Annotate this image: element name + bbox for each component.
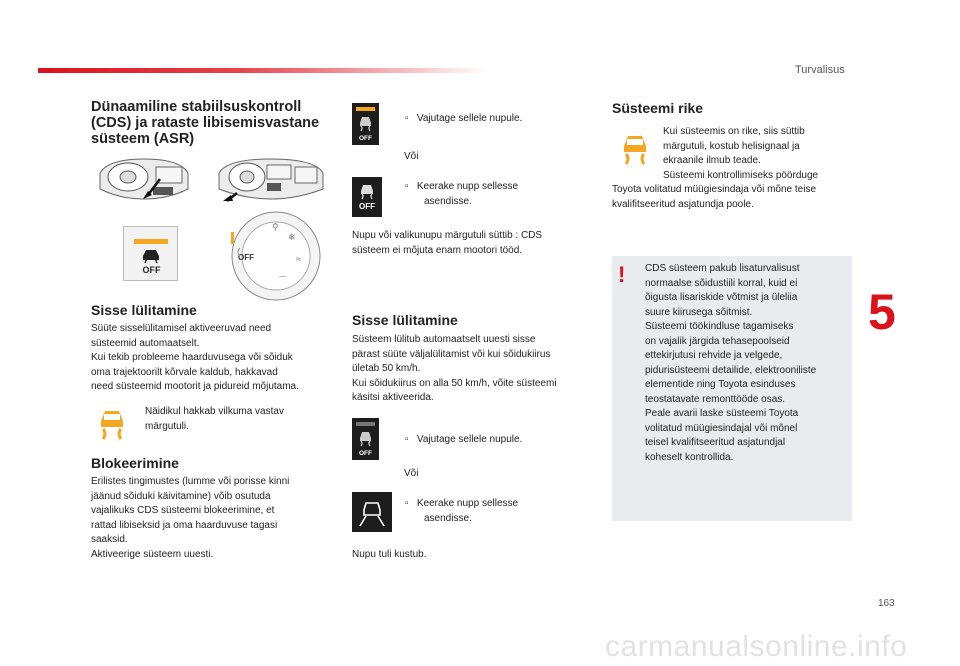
dashboard-illustration-right bbox=[217, 155, 325, 203]
step2-text: ▫ Keerake nupp sellesse asendisse. bbox=[405, 181, 519, 207]
step4-text: ▫ Keerake nupp sellesse asendisse. bbox=[405, 498, 519, 524]
cds-button-unlit bbox=[352, 418, 379, 460]
svg-text:OFF: OFF bbox=[238, 253, 254, 262]
step1-text: ▫ Vajutage sellele nupule. bbox=[405, 113, 523, 124]
svg-text:⌒: ⌒ bbox=[278, 276, 288, 286]
svg-text:OFF: OFF bbox=[359, 202, 375, 211]
fault-skid-icon bbox=[618, 130, 652, 166]
sisse-heading: Sisse lülitamine bbox=[91, 302, 197, 318]
or-label-2: Või bbox=[404, 468, 419, 479]
cds-button-lit-1 bbox=[352, 103, 379, 145]
sisse-paragraph-2: Süsteem lülitub automaatselt uuesti sisse pärast süüte väljalülitamist või kui sõidukiirus ületab 50 km/h. Kui sõidukiirus on alla 50 km/h, võite süsteemi käsitsi aktiveerida. bbox=[352, 334, 557, 403]
watermark: carmanualsonline.info bbox=[605, 630, 908, 663]
terrain-knob-illustration bbox=[226, 210, 322, 302]
svg-text:OFF: OFF bbox=[359, 450, 372, 457]
chapter-number: 5 bbox=[868, 284, 896, 340]
fault-heading: Süsteemi rike bbox=[612, 100, 704, 116]
off-label: OFF bbox=[142, 265, 161, 275]
knob-off-position-1 bbox=[352, 177, 382, 217]
page-title: Dünaamiline stabiilsuskontroll (CDS) ja rataste libisemisvastane süsteem (ASR) bbox=[91, 99, 320, 147]
indicator-note: Nupu või valikunupu märgutuli süttib : CDS süsteem ei mõjuta enam mootori tööd. bbox=[352, 230, 543, 256]
svg-text:OFF: OFF bbox=[359, 135, 372, 142]
header-accent-bar bbox=[38, 68, 488, 73]
button-indicator-light bbox=[134, 239, 168, 244]
svg-text:⚲: ⚲ bbox=[272, 222, 279, 232]
light-off-note: Nupu tuli kustub. bbox=[352, 549, 427, 560]
knob-road-position bbox=[352, 492, 392, 532]
sisse-heading-2: Sisse lülitamine bbox=[352, 312, 458, 328]
page-number: 163 bbox=[878, 598, 895, 609]
svg-text:❄: ❄ bbox=[288, 232, 296, 242]
cds-off-button-illustration bbox=[123, 226, 178, 281]
warning-exclamation-icon: ! bbox=[618, 262, 626, 287]
warning-skid-icon bbox=[95, 405, 129, 441]
blink-note: Näidikul hakkab vilkuma vastav märgutuli. bbox=[145, 406, 284, 432]
section-name: Turvalisus bbox=[795, 64, 845, 76]
blokeerimine-paragraph: Erilistes tingimustes (lumme või porisse kinni jäänud sõiduki käivitamine) võib osutuda vajalikuks CDS süsteemi blokeerimine, et rattad libiseksid ja oma haarduvuse tagasi saaksid. Aktiveerige süsteem uuesti. bbox=[91, 476, 290, 560]
warning-paragraph: CDS süsteem pakub lisaturvalisust normaalse sõidustiili korral, kuid ei õigusta lisariskide võtmist ja üleliia suure kiirusega sõitmist. Süsteemi töökindluse tagamiseks on vajalik järgida tehasepoolseid ettekirjutusi rehvide ja velgede, pidurisüsteemi detailide, elektrooniliste elementide ning Toyota esinduses teostatavate remonttööde osas. Peale avarii laske süsteemi Toyota volitatud müügiesindajal või mõnel teisel kvalifitseeritud asjatundjal koheselt kontrollida. bbox=[645, 263, 817, 463]
skid-car-icon bbox=[138, 247, 164, 265]
blokeerimine-heading: Blokeerimine bbox=[91, 455, 179, 471]
or-label-1: Või bbox=[404, 151, 419, 162]
svg-text:≈: ≈ bbox=[296, 254, 301, 264]
step3-text: ▫ Vajutage sellele nupule. bbox=[405, 434, 523, 445]
fault-paragraph-indented: Kui süsteemis on rike, siis süttib märgutuli, kostub helisignaal ja ekraanile ilmub teade. Süsteemi kontrollimiseks pöörduge bbox=[663, 126, 819, 181]
fault-paragraph-full: Toyota volitatud müügiesindaja või mõne teise kvalifitseeritud asjatundja poole. bbox=[612, 184, 817, 210]
dashboard-illustration-left bbox=[98, 155, 190, 203]
sisse-paragraph: Süüte sisselülitamisel aktiveeruvad need süsteemid automaatselt. Kui tekib probleeme haarduvusega või sõiduk oma trajektoorilt kõrvale kaldub, hakkavad need süsteemid mootorit ja pidureid mõjutama. bbox=[91, 323, 299, 392]
